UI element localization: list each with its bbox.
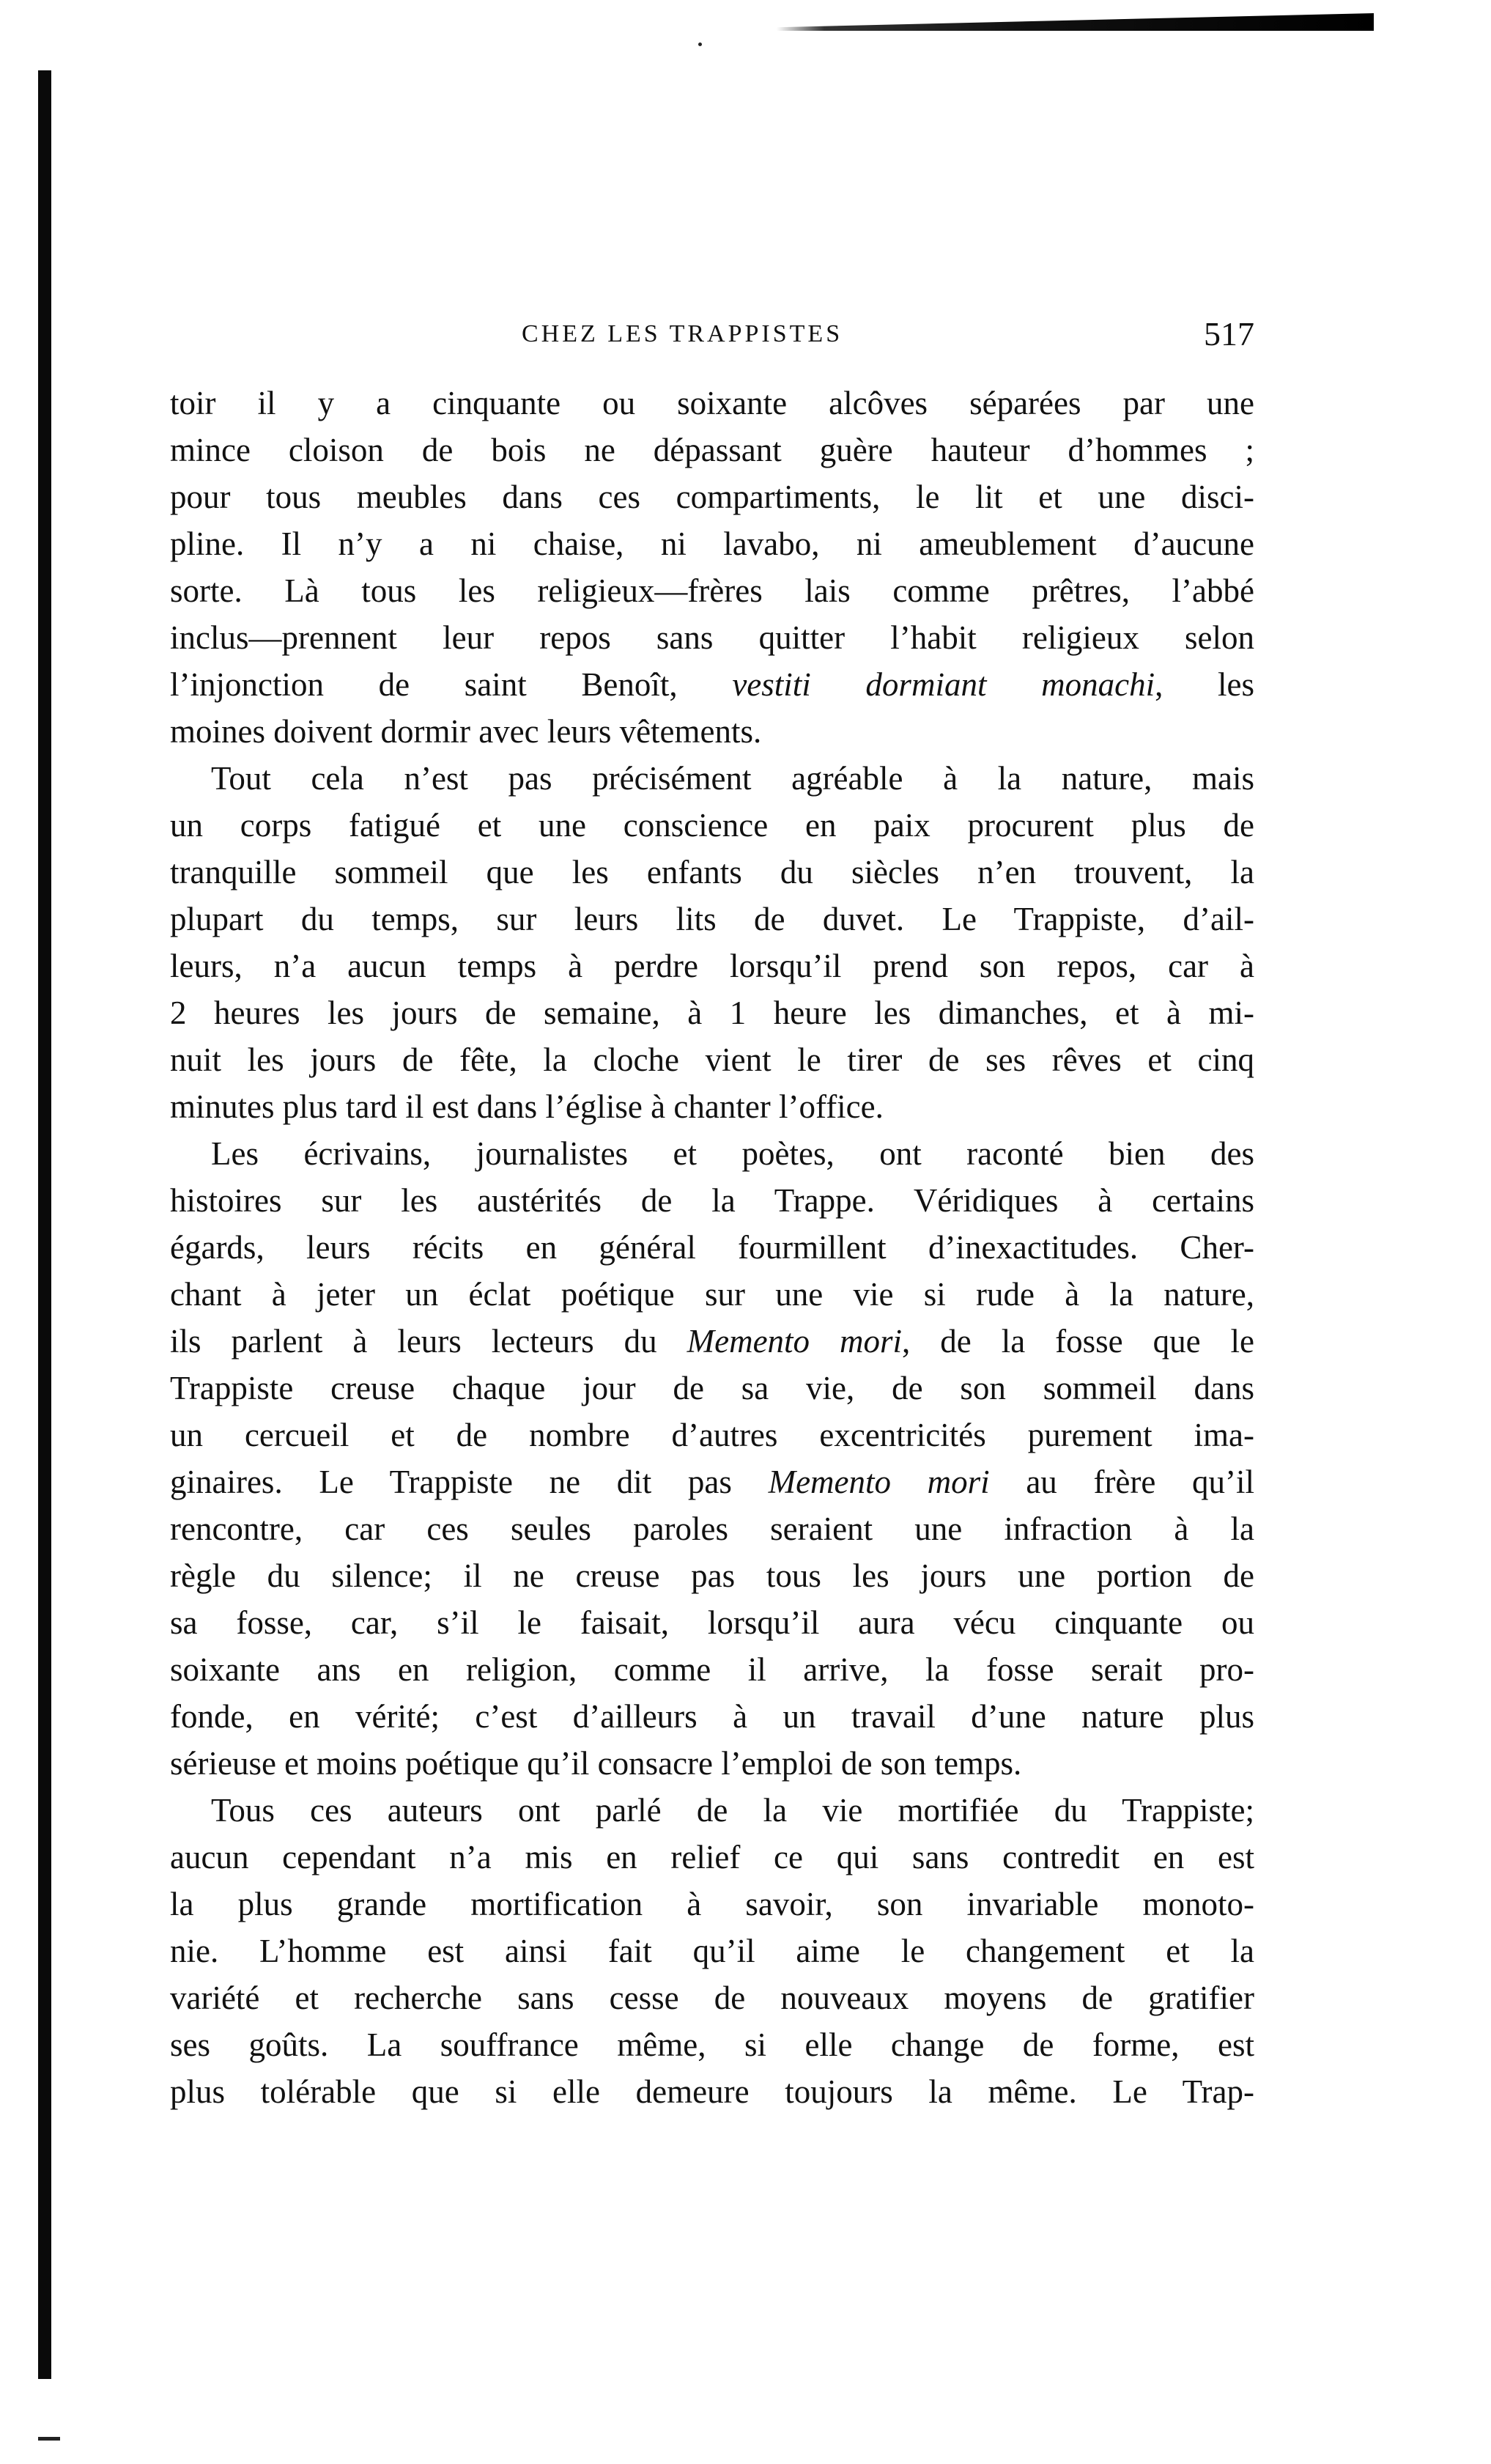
text-line: tranquille sommeil que les enfants du siècles n’en trouvent, la [170, 854, 1254, 890]
running-header [170, 314, 1254, 358]
running-title: CHEZ LES TRAPPISTES [522, 320, 843, 347]
page-number: 517 [1204, 315, 1254, 353]
text-line: règle du silence; il ne creuse pas tous les jours une portion de [170, 1557, 1254, 1594]
text-line: Tout cela n’est pas précisément agréable à la nature, mais [211, 760, 1254, 797]
text-line: rencontre, car ces seules paroles seraient une infraction à la [170, 1511, 1254, 1547]
top-edge-shadow [777, 13, 1374, 31]
text-line: nuit les jours de fête, la cloche vient le tirer de ses rêves et cinq [170, 1041, 1254, 1078]
text-line: histoires sur les austérités de la Trappe. Véridiques à certains [170, 1182, 1254, 1219]
text-line: toir il y a cinquante ou soixante alcôves séparées par une [170, 385, 1254, 421]
text-line: ses goûts. La souffrance même, si elle change de forme, est [170, 2026, 1254, 2063]
page-edge-mark [38, 2437, 60, 2441]
text-line: chant à jeter un éclat poétique sur une vie si rude à la nature, [170, 1276, 1254, 1313]
text-line: sa fosse, car, s’il le faisait, lorsqu’il aura vécu cinquante ou [170, 1604, 1254, 1641]
text-line: soixante ans en religion, comme il arrive, la fosse serait pro- [170, 1651, 1254, 1688]
text-line: aucun cependant n’a mis en relief ce qui sans contredit en est [170, 1839, 1254, 1875]
text-line: sorte. Là tous les religieux—frères lais comme prêtres, l’abbé [170, 572, 1254, 609]
text-line: plus tolérable que si elle demeure toujours la même. Le Trap- [170, 2073, 1254, 2110]
text-line: la plus grande mortification à savoir, son invariable monoto- [170, 1886, 1254, 1922]
text-line: leurs, n’a aucun temps à perdre lorsqu’il prend son repos, car à [170, 948, 1254, 984]
text-line: sérieuse et moins poétique qu’il consacre l’emploi de son temps. [170, 1745, 1022, 1782]
text-line: pour tous meubles dans ces compartiments, le lit et une disci- [170, 479, 1254, 515]
text-line: un corps fatigué et une conscience en paix procurent plus de [170, 807, 1254, 844]
text-line: ginaires. Le Trappiste ne dit pas Memento mori au frère qu’il [170, 1464, 1254, 1500]
text-line: égards, leurs récits en général fourmillent d’inexactitudes. Cher- [170, 1229, 1254, 1266]
text-line: un cercueil et de nombre d’autres excentricités purement ima- [170, 1417, 1254, 1453]
text-line: plupart du temps, sur leurs lits de duvet. Le Trappiste, d’ail- [170, 901, 1254, 937]
text-line: Tous ces auteurs ont parlé de la vie mortifiée du Trappiste; [211, 1792, 1254, 1829]
text-line: nie. L’homme est ainsi fait qu’il aime le changement et la [170, 1933, 1254, 1969]
body-text [170, 380, 1254, 2115]
scan-speck [698, 43, 702, 46]
text-line: Les écrivains, journalistes et poètes, ont raconté bien des [211, 1135, 1254, 1172]
text-line: inclus—prennent leur repos sans quitter l’habit religieux selon [170, 619, 1254, 656]
text-line: fonde, en vérité; c’est d’ailleurs à un travail d’une nature plus [170, 1698, 1254, 1735]
text-line: moines doivent dormir avec leurs vêtements. [170, 713, 762, 750]
text-line: mince cloison de bois ne dépassant guère hauteur d’hommes ; [170, 432, 1254, 468]
text-line: ils parlent à leurs lecteurs du Memento mori, de la fosse que le [170, 1323, 1254, 1360]
page-edge-shadow [38, 70, 51, 2379]
text-line: pline. Il n’y a ni chaise, ni lavabo, ni ameublement d’aucune [170, 525, 1254, 562]
text-line: variété et recherche sans cesse de nouveaux moyens de gratifier [170, 1980, 1254, 2016]
text-line: l’injonction de saint Benoît, vestiti dormiant monachi, les [170, 666, 1254, 703]
text-line: 2 heures les jours de semaine, à 1 heure les dimanches, et à mi- [170, 995, 1254, 1031]
text-line: Trappiste creuse chaque jour de sa vie, de son sommeil dans [170, 1370, 1254, 1406]
text-line: minutes plus tard il est dans l’église à chanter l’office. [170, 1088, 884, 1125]
